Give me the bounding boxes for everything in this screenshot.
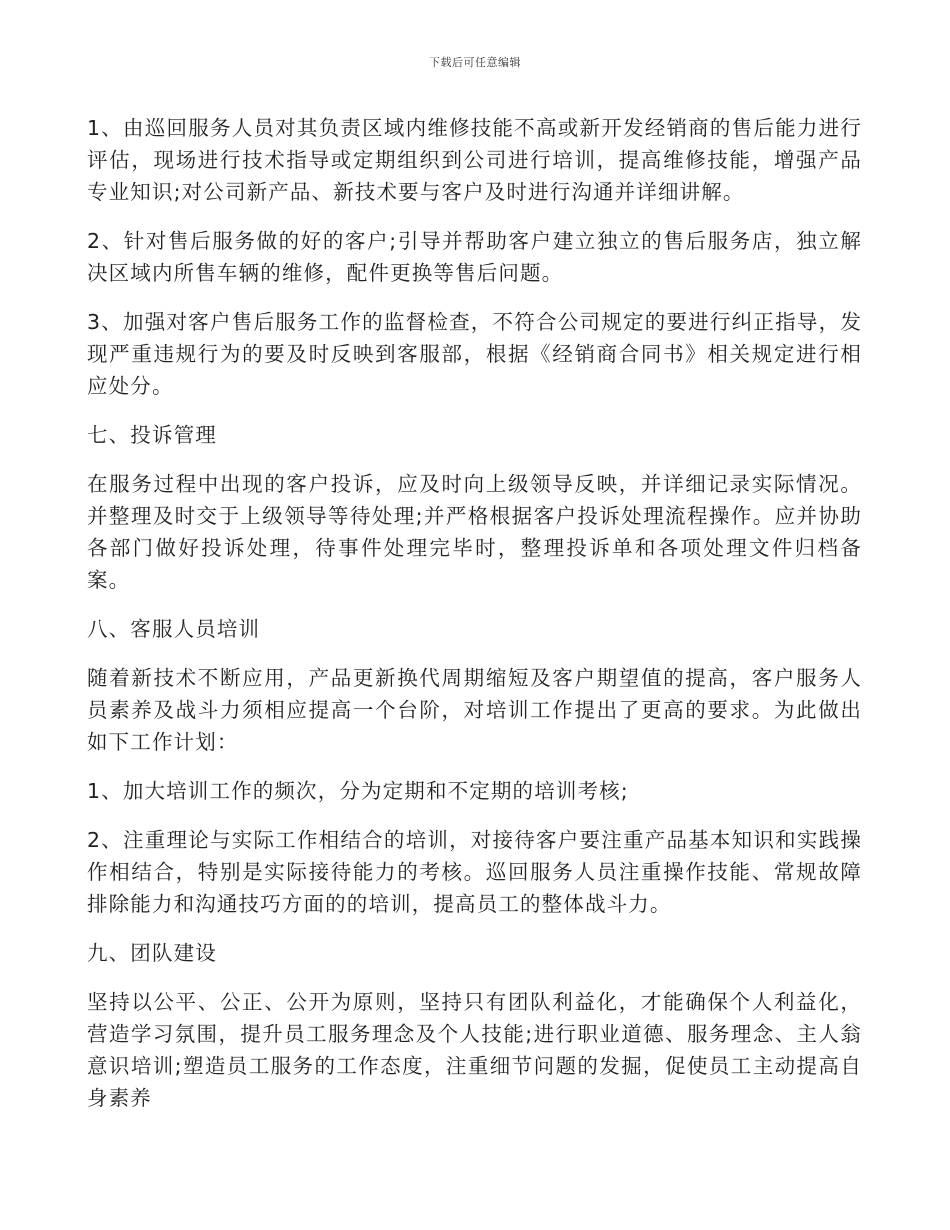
paragraph-complaints: 在服务过程中出现的客户投诉，应及时向上级领导反映，并详细记录实际情况。并整理及时交于上级领导等待处理;并严格根据客户投诉处理流程操作。应并协助各部门做好投诉处理，待事件处理完毕时，整理投诉单和各项处理文件归档备案。 bbox=[87, 472, 862, 592]
paragraph-1: 1、由巡回服务人员对其负责区域内维修技能不高或新开发经销商的售后能力进行评估，现场进行技术指导或定期组织到公司进行培训，提高维修技能，增强产品专业知识;对公司新产品、新技术要与客户及时进行沟通并详细讲解。 bbox=[87, 116, 862, 204]
document-body bbox=[87, 112, 862, 1131]
paragraph-training-1: 1、加大培训工作的频次，分为定期和不定期的培训考核; bbox=[87, 779, 629, 803]
section-heading-training: 八、客服人员培训 bbox=[87, 617, 261, 641]
section-heading-team: 九、团队建设 bbox=[87, 941, 217, 965]
paragraph-training-intro: 随着新技术不断应用，产品更新换代周期缩短及客户期望值的提高，客户服务人员素养及战斗力须相应提高一个台阶，对培训工作提出了更高的要求。为此做出如下工作计划： bbox=[87, 666, 862, 754]
paragraph-training-2: 2、注重理论与实际工作相结合的培训，对接待客户要注重产品基本知识和实践操作相结合，特别是实际接待能力的考核。巡回服务人员注重操作技能、常规故障排除能力和沟通技巧方面的的培训，提高员工的整体战斗力。 bbox=[87, 828, 862, 916]
paragraph-team: 坚持以公平、公正、公开为原则，坚持只有团队利益化，才能确保个人利益化，营造学习氛围，提升员工服务理念及个人技能;进行职业道德、服务理念、主人翁意识培训;塑造员工服务的工作态度，注重细节问题的发掘，促使员工主动提高自身素养 bbox=[87, 990, 862, 1110]
page-header: 下载后可任意编辑 bbox=[429, 56, 521, 69]
section-heading-complaints: 七、投诉管理 bbox=[87, 423, 217, 447]
paragraph-3: 3、加强对客户售后服务工作的监督检查，不符合公司规定的要进行纠正指导，发现严重违规行为的要及时反映到客服部，根据《经销商合同书》相关规定进行相应处分。 bbox=[87, 310, 862, 398]
paragraph-2: 2、针对售后服务做的好的客户;引导并帮助客户建立独立的售后服务店，独立解决区域内所售车辆的维修，配件更换等售后问题。 bbox=[87, 229, 862, 285]
